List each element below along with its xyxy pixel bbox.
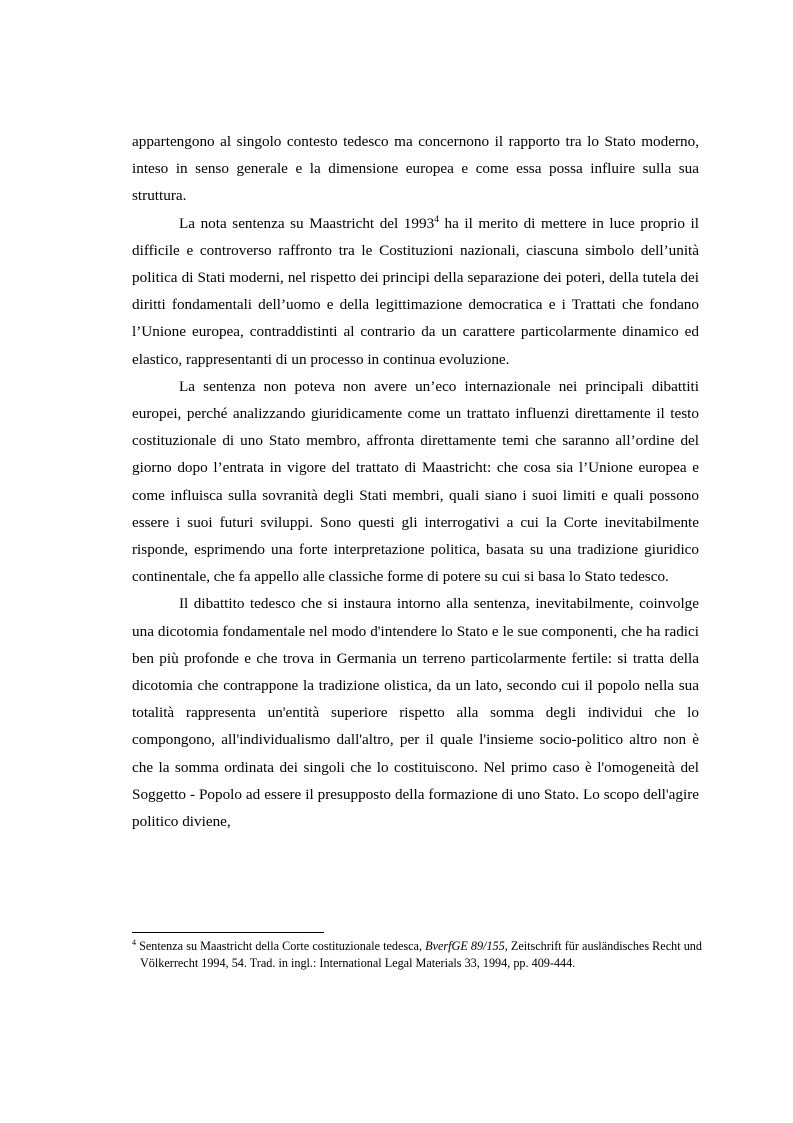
footnote — [132, 938, 702, 972]
footnote-number: 4 — [132, 938, 136, 947]
paragraph-3: La sentenza non poteva non avere un’eco internazionale nei principali dibattiti europei, perché analizzando giuridicamente come un trattato influenzi direttamente il testo costituzionale di uno Stato membro, affronta direttamente temi che saranno all’ordine del giorno dopo l’entrata in vigore del trattato di Maastricht: che cosa sia l’Unione europea e come influisca sulla sovranità degli Stati membri, quali siano i suoi limiti e quali possono essere i suoi futuri sviluppi. Sono questi gli interrogativi a cui la Corte inevitabilmente risponde, esprimendo una forte interpretazione politica, basata su una tradizione giuridico continentale, che fa appello alle classiche forme di potere su cui si basa lo Stato tedesco. — [132, 377, 699, 586]
footnote-text-end: , Zeitschrift für ausländisches Recht und Völkerrecht 1994, 54. Trad. in ingl.: International Legal Materials 33, 1994, pp. 409-444. — [140, 939, 702, 970]
paragraph-2-start: La nota sentenza su Maastricht del 1993 — [179, 214, 435, 232]
footnote-text-start: Sentenza su Maastricht della Corte costituzionale tedesca, — [136, 939, 426, 953]
paragraph-2-rest: ha il merito di mettere in luce proprio il difficile e controverso raffronto tra le Costituzioni nazionali, ciascuna simbolo dell’unità politica di Stati moderni, nel rispetto dei principi della separazione dei poteri, della tutela dei diritti fondamentali dell’uomo e della legittimazione democratica e i Trattati che fondano l’Unione europea, contraddistinti al contrario da un carattere particolarmente dinamico ed elastico, rappresentanti di un processo in continua evoluzione. — [132, 214, 699, 368]
body-text — [132, 128, 699, 835]
paragraph-2 — [132, 210, 699, 373]
paragraph-1: appartengono al singolo contesto tedesco ma concernono il rapporto tra lo Stato moderno, inteso in senso generale e la dimensione europea e come essa possa influire sulla sua struttura. — [132, 133, 699, 205]
footnote-reference: 4 — [434, 214, 439, 225]
footnote-separator — [132, 932, 324, 933]
paragraph-4: Il dibattito tedesco che si instaura intorno alla sentenza, inevitabilmente, coinvolge una dicotomia fondamentale nel modo d'intendere lo Stato e le sue componenti, che ha radici ben più profonde e che trova in Germania un terreno particolarmente fertile: si tratta della dicotomia che contrappone la tradizione olistica, da un lato, secondo cui il popolo nella sua totalità rappresenta un'entità superiore rispetto alla somma degli individui che lo compongono, all'individualismo dall'altro, per il quale l'insieme socio-politico altro non è che la somma ordinata dei singoli che lo costituiscono. Nel primo caso è l'omogeneità del Soggetto - Popolo ad essere il presupposto della formazione di uno Stato. Lo scopo dell'agire politico diviene, — [132, 595, 699, 831]
footnote-citation: BverfGE 89/155 — [425, 939, 505, 953]
